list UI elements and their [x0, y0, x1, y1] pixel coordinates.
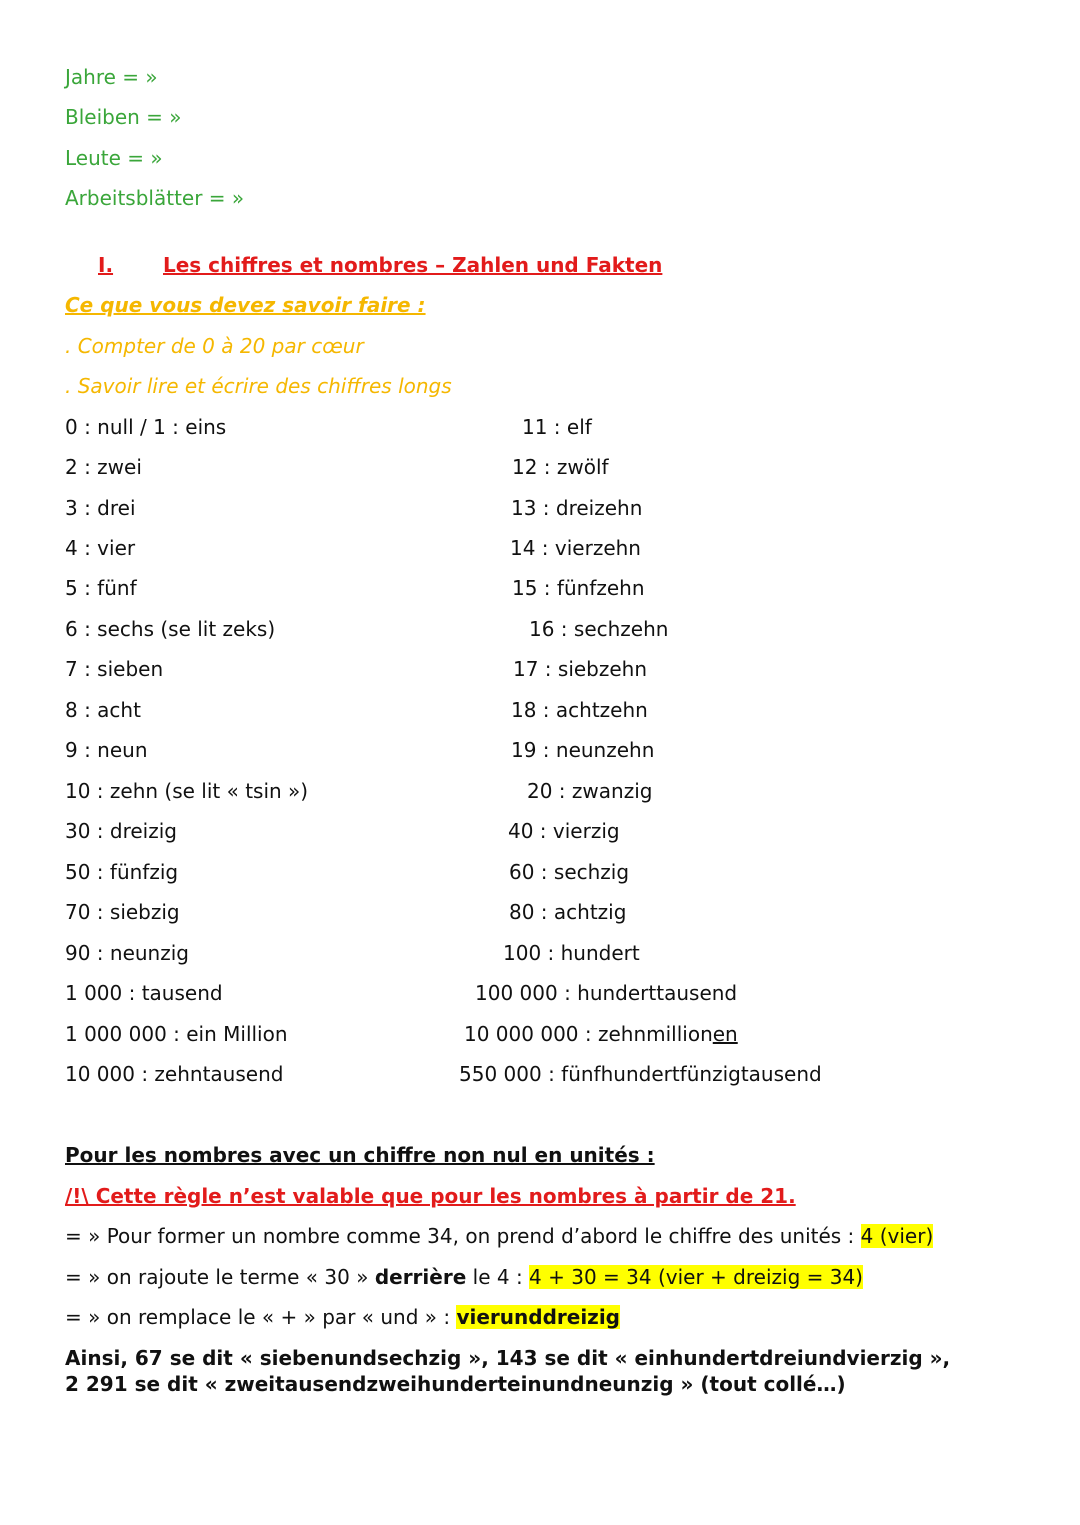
- vocab-leute: Leute = »: [65, 146, 163, 170]
- number-left: 30 : dreizig: [65, 819, 177, 843]
- number-right-text: 10 000 000 : zehnmillion: [464, 1022, 713, 1046]
- rule-step-2-text-a: = » on rajoute le terme « 30 »: [65, 1265, 375, 1289]
- number-right: 20 : zwanzig: [527, 779, 653, 803]
- number-left: 70 : siebzig: [65, 900, 180, 924]
- number-left: 9 : neun: [65, 738, 148, 762]
- rule-step-3: [65, 1304, 620, 1330]
- rule-step-1-text: = » Pour former un nombre comme 34, on prend d’abord le chiffre des unités :: [65, 1224, 861, 1248]
- number-left: 10 000 : zehntausend: [65, 1062, 284, 1086]
- goal-item: . Compter de 0 à 20 par cœur: [65, 334, 364, 358]
- number-left: 0 : null / 1 : eins: [65, 415, 227, 439]
- number-left: 90 : neunzig: [65, 941, 189, 965]
- goals-heading: Ce que vous devez savoir faire :: [65, 293, 426, 317]
- number-right: 60 : sechzig: [509, 860, 630, 884]
- rule-conclusion: Ainsi, 67 se dit « siebenundsechzig », 143 se dit « einhundertdreiundvierzig », 2 291 se dit « zweitausendzweihunderteinundneunzig » (tout collé…): [65, 1346, 951, 1396]
- number-right: 16 : sechzehn: [529, 617, 669, 641]
- section-title: Les chiffres et nombres – Zahlen und Fakten: [163, 253, 663, 277]
- vocab-arbeitsblaetter: Arbeitsblätter = »: [65, 186, 245, 210]
- rule-heading: Pour les nombres avec un chiffre non nul en unités :: [65, 1143, 655, 1167]
- number-left: 1 000 : tausend: [65, 981, 223, 1005]
- number-right: 14 : vierzehn: [510, 536, 641, 560]
- rule-step-3-highlight: vierunddreizig: [456, 1305, 620, 1329]
- goal-item: . Savoir lire et écrire des chiffres longs: [65, 374, 452, 398]
- number-right: 40 : vierzig: [508, 819, 620, 843]
- number-right: 17 : siebzehn: [513, 657, 648, 681]
- number-right: 80 : achtzig: [509, 900, 627, 924]
- rule-step-2: [65, 1264, 863, 1290]
- number-right: 550 000 : fünfhundertfünzigtausend: [459, 1062, 822, 1086]
- number-right: 100 000 : hunderttausend: [475, 981, 738, 1005]
- number-right: 19 : neunzehn: [511, 738, 655, 762]
- rule-step-2-text-b: le 4 :: [466, 1265, 530, 1289]
- vocab-jahre: Jahre = »: [65, 65, 158, 89]
- number-left: 6 : sechs (se lit zeks): [65, 617, 276, 641]
- number-right: 100 : hundert: [503, 941, 640, 965]
- vocab-bleiben: Bleiben = »: [65, 105, 182, 129]
- rule-step-2-bold: derrière: [374, 1265, 467, 1289]
- rule-warning: /!\ Cette règle n’est valable que pour les nombres à partir de 21.: [65, 1184, 796, 1208]
- section-number: I.: [98, 253, 114, 277]
- number-left: 1 000 000 : ein Million: [65, 1022, 288, 1046]
- number-left: 50 : fünfzig: [65, 860, 179, 884]
- rule-step-2-highlight: 4 + 30 = 34 (vier + dreizig = 34): [529, 1265, 863, 1289]
- number-left: 5 : fünf: [65, 576, 137, 600]
- rule-step-3-text: = » on remplace le « + » par « und » :: [65, 1305, 457, 1329]
- number-left: 4 : vier: [65, 536, 136, 560]
- number-right: 18 : achtzehn: [511, 698, 648, 722]
- number-left: 3 : drei: [65, 496, 136, 520]
- number-left: 2 : zwei: [65, 455, 142, 479]
- number-left: 7 : sieben: [65, 657, 164, 681]
- number-right: 13 : dreizehn: [511, 496, 643, 520]
- number-right: 12 : zwölf: [512, 455, 609, 479]
- number-right-suffix: en: [712, 1022, 738, 1046]
- rule-step-1-highlight: 4 (vier): [860, 1224, 934, 1248]
- rule-step-1: [65, 1223, 933, 1249]
- number-right: [464, 1021, 738, 1047]
- number-left: 8 : acht: [65, 698, 141, 722]
- number-right: 15 : fünfzehn: [512, 576, 645, 600]
- number-left: 10 : zehn (se lit « tsin »): [65, 779, 309, 803]
- number-right: 11 : elf: [522, 415, 592, 439]
